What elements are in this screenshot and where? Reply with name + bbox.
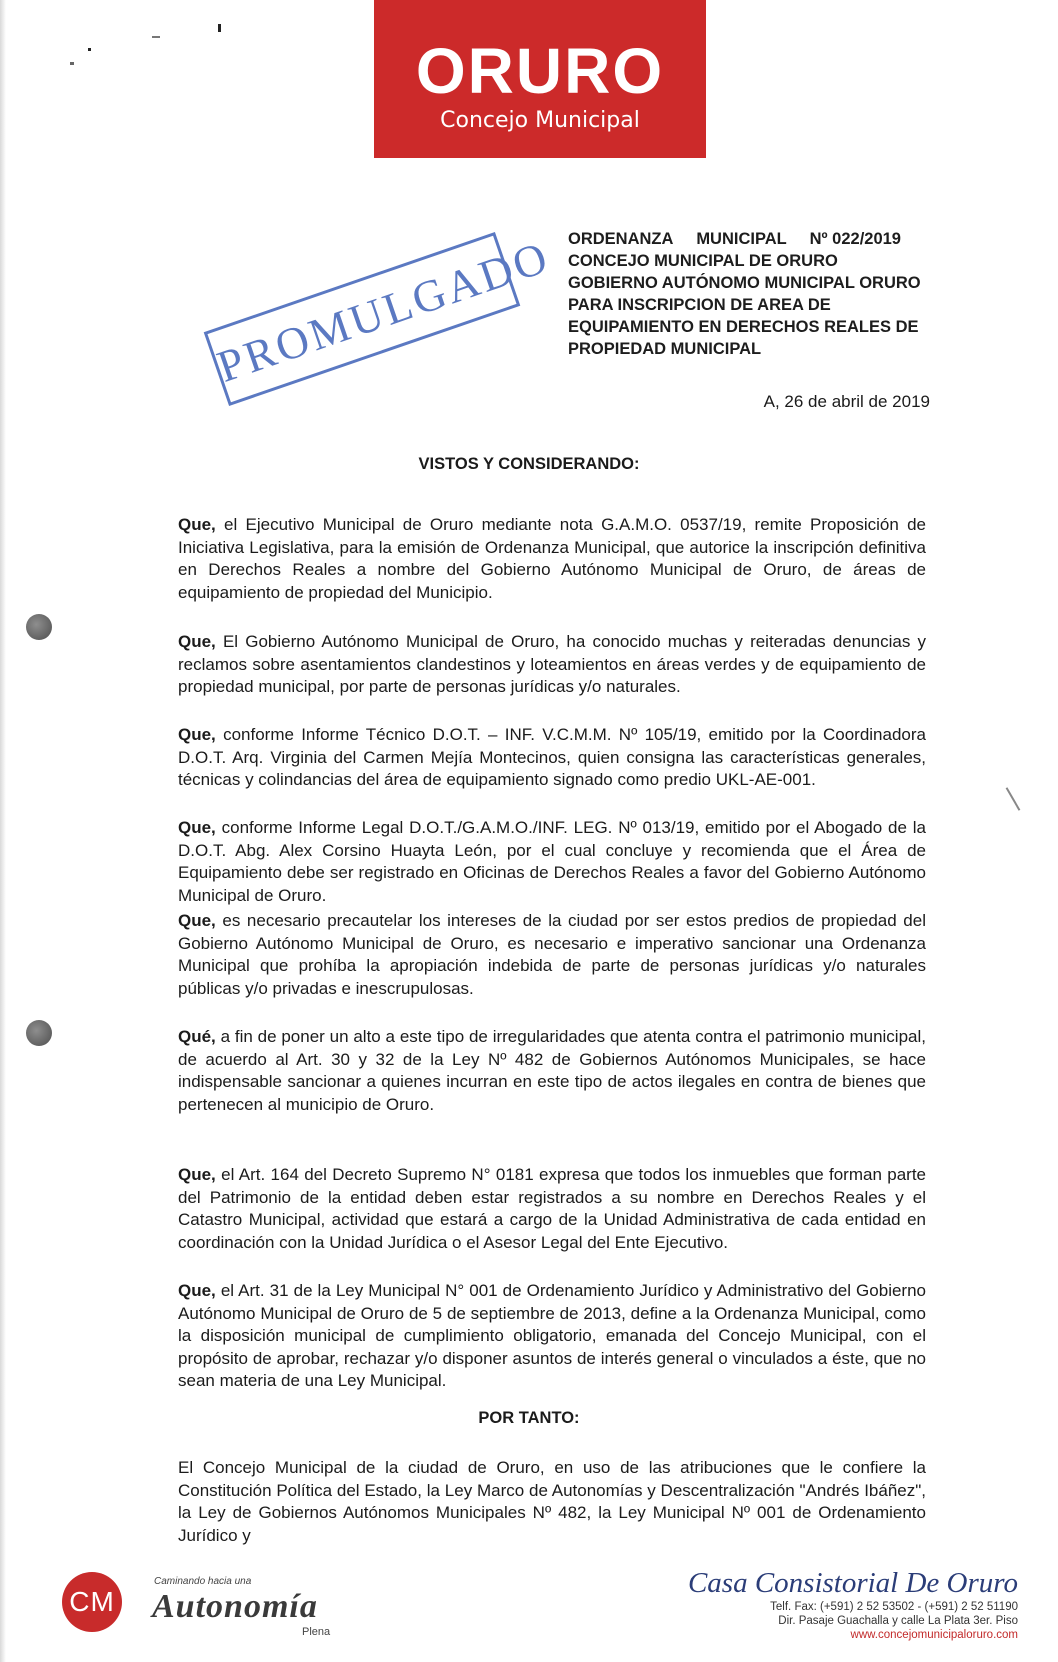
slogan-big: Autonomía <box>152 1588 318 1625</box>
cm-logo: CM <box>62 1572 122 1632</box>
scan-speck <box>152 36 160 38</box>
title-line-2: CONCEJO MUNICIPAL DE ORURO <box>568 252 838 270</box>
slogan-end: Plena <box>302 1626 331 1638</box>
promulgado-stamp: PROMULGADO <box>204 232 521 406</box>
paragraph-text: el Art. 164 del Decreto Supremo N° 0181 expresa que todos los inmuebles que forman parte del Patrimonio de la entidad deben estar registrados a su nombre en Derechos Reales y el Catastro Municipal, actividad que estará a cargo de la Unidad Administrativa de cada entidad en coordinación con la Unidad Jurídica o el Asesor Legal del Ente Ejecutivo. <box>178 1165 926 1252</box>
title-line-6: PROPIEDAD MUNICIPAL <box>568 340 762 358</box>
paragraph-text: a fin de poner un alto a este tipo de irregularidades que atenta contra el patrimonio municipal, de acuerdo al Art. 30 y 32 de la Ley Nº 482 de Gobiernos Autónomos Municipales, se hace indispensable sancionar a quienes incurran en este tipo de actos ilegales en contra de bienes que pertenecen al municipio de Oruro. <box>178 1027 926 1114</box>
paragraph <box>178 817 926 907</box>
slogan-small: Caminando hacia una <box>154 1576 252 1587</box>
contact-website: www.concejomunicipaloruro.com <box>850 1629 1018 1641</box>
paragraph-text: es necesario precautelar los intereses de la ciudad por ser estos predios de propiedad del Gobierno Autónomo Municipal de Oruro, es necesario e imperativo sancionar una Ordenanza Municipal que prohíba la apropiación indebida de parte de personas jurídicas y/o naturales públicas y/o privadas e inescrupulosas. <box>178 911 926 998</box>
paragraph <box>178 910 926 1000</box>
paragraph-lead: Que, <box>178 515 216 534</box>
binder-hole <box>26 1020 52 1046</box>
paragraph <box>178 724 926 792</box>
paragraph <box>178 514 926 604</box>
ordinance-title-block <box>568 228 948 360</box>
contact-address: Dir. Pasaje Guachalla y calle La Plata 3er. Piso <box>778 1615 1018 1627</box>
paragraph-text: el Ejecutivo Municipal de Oruro mediante nota G.A.M.O. 0537/19, remite Proposición de Iniciativa Legislativa, para la emisión de Ordenanza Municipal, que autorice la inscripción definitiva en Derechos Reales a nombre del Gobierno Autónomo Municipal de Oruro, de áreas de equipamiento de propiedad del Municipio. <box>178 515 926 602</box>
paragraph-text: conforme Informe Técnico D.O.T. – INF. V.C.M.M. Nº 105/19, emitido por la Coordinadora D.O.T. Arq. Virginia del Carmen Mejía Montecinos, quien consigna las características generales, técnicas y colindancias del área de equipamiento signado como predio UKL-AE-001. <box>178 725 926 789</box>
document-date: A, 26 de abril de 2019 <box>763 392 930 411</box>
footer-slogan <box>62 1566 342 1636</box>
paragraph-lead: Que, <box>178 725 216 744</box>
title-municipal: MUNICIPAL <box>696 230 787 248</box>
heading-por-tanto: POR TANTO: <box>478 1409 580 1427</box>
oruro-concejo-logo <box>374 0 706 158</box>
paragraph-text: conforme Informe Legal D.O.T./G.A.M.O./INF. LEG. Nº 013/19, emitido por el Abogado de la D.O.T. Abg. Alex Corsino Huayta León, por el cual concluye y recomienda que el Área de Equipamiento debe ser registrado en Oficinas de Derechos Reales a favor del Gobierno Autónomo Municipal de Oruro. <box>178 818 926 905</box>
contact-phone: Telf. Fax: (+591) 2 52 53502 - (+591) 2 52 51190 <box>770 1601 1018 1613</box>
logo-subtitle: Concejo Municipal <box>440 108 640 133</box>
title-line-5: EQUIPAMIENTO EN DERECHOS REALES DE <box>568 318 919 336</box>
footer-contact <box>658 1566 1018 1642</box>
title-number: Nº 022/2019 <box>809 230 901 248</box>
scan-speck <box>1006 787 1021 811</box>
paragraph-lead: Que, <box>178 1281 216 1300</box>
scan-speck <box>88 48 91 51</box>
scan-speck <box>70 62 74 65</box>
casa-consistorial-signature: Casa Consistorial De Oruro <box>687 1567 1018 1599</box>
paragraph-lead: Que, <box>178 911 216 930</box>
paragraph <box>178 631 926 699</box>
title-line-3: GOBIERNO AUTÓNOMO MUNICIPAL ORURO <box>568 274 921 292</box>
paragraph-text: El Gobierno Autónomo Municipal de Oruro, ha conocido muchas y reiteradas denuncias y reclamos sobre asentamientos clandestinos y loteamientos en áreas verdes y de equipamiento de propiedad municipal, por parte de personas jurídicas y/o naturales. <box>178 632 926 696</box>
logo-word: ORURO <box>415 35 665 107</box>
paragraph-lead: Que, <box>178 1165 216 1184</box>
heading-vistos: VISTOS Y CONSIDERANDO: <box>418 455 640 473</box>
scan-speck <box>218 24 221 32</box>
paragraph <box>178 1457 926 1547</box>
paragraph <box>178 1026 926 1116</box>
paragraph-lead: Que, <box>178 632 216 651</box>
paragraph <box>178 1164 926 1254</box>
title-line-1 <box>568 228 901 250</box>
paragraph-lead: Que, <box>178 818 216 837</box>
paragraph-text: El Concejo Municipal de la ciudad de Oruro, en uso de las atribuciones que le confiere la Constitución Política del Estado, la Ley Marco de Autonomías y Descentralización "Andrés Ibáñez", la Ley de Gobiernos Autónomos Municipales Nº 482, la Ley Municipal Nº 001 de Ordenamiento Jurídico y <box>178 1458 926 1545</box>
paragraph <box>178 1280 926 1393</box>
title-line-4: PARA INSCRIPCION DE AREA DE <box>568 296 831 314</box>
title-ordenanza: ORDENANZA <box>568 230 674 248</box>
paragraph-text: el Art. 31 de la Ley Municipal N° 001 de Ordenamiento Jurídico y Administrativo del Gobierno Autónomo Municipal de Oruro de 5 de septiembre de 2013, define a la Ordenanza Municipal, como la disposición municipal de cumplimiento obligatorio, emanada del Concejo Municipal, con el propósito de aprobar, rechazar y/o disponer asuntos de interés general o vinculados a éste, que no sean materia de una Ley Municipal. <box>178 1281 926 1390</box>
paragraph-lead: Qué, <box>178 1027 216 1046</box>
binder-hole <box>26 614 52 640</box>
